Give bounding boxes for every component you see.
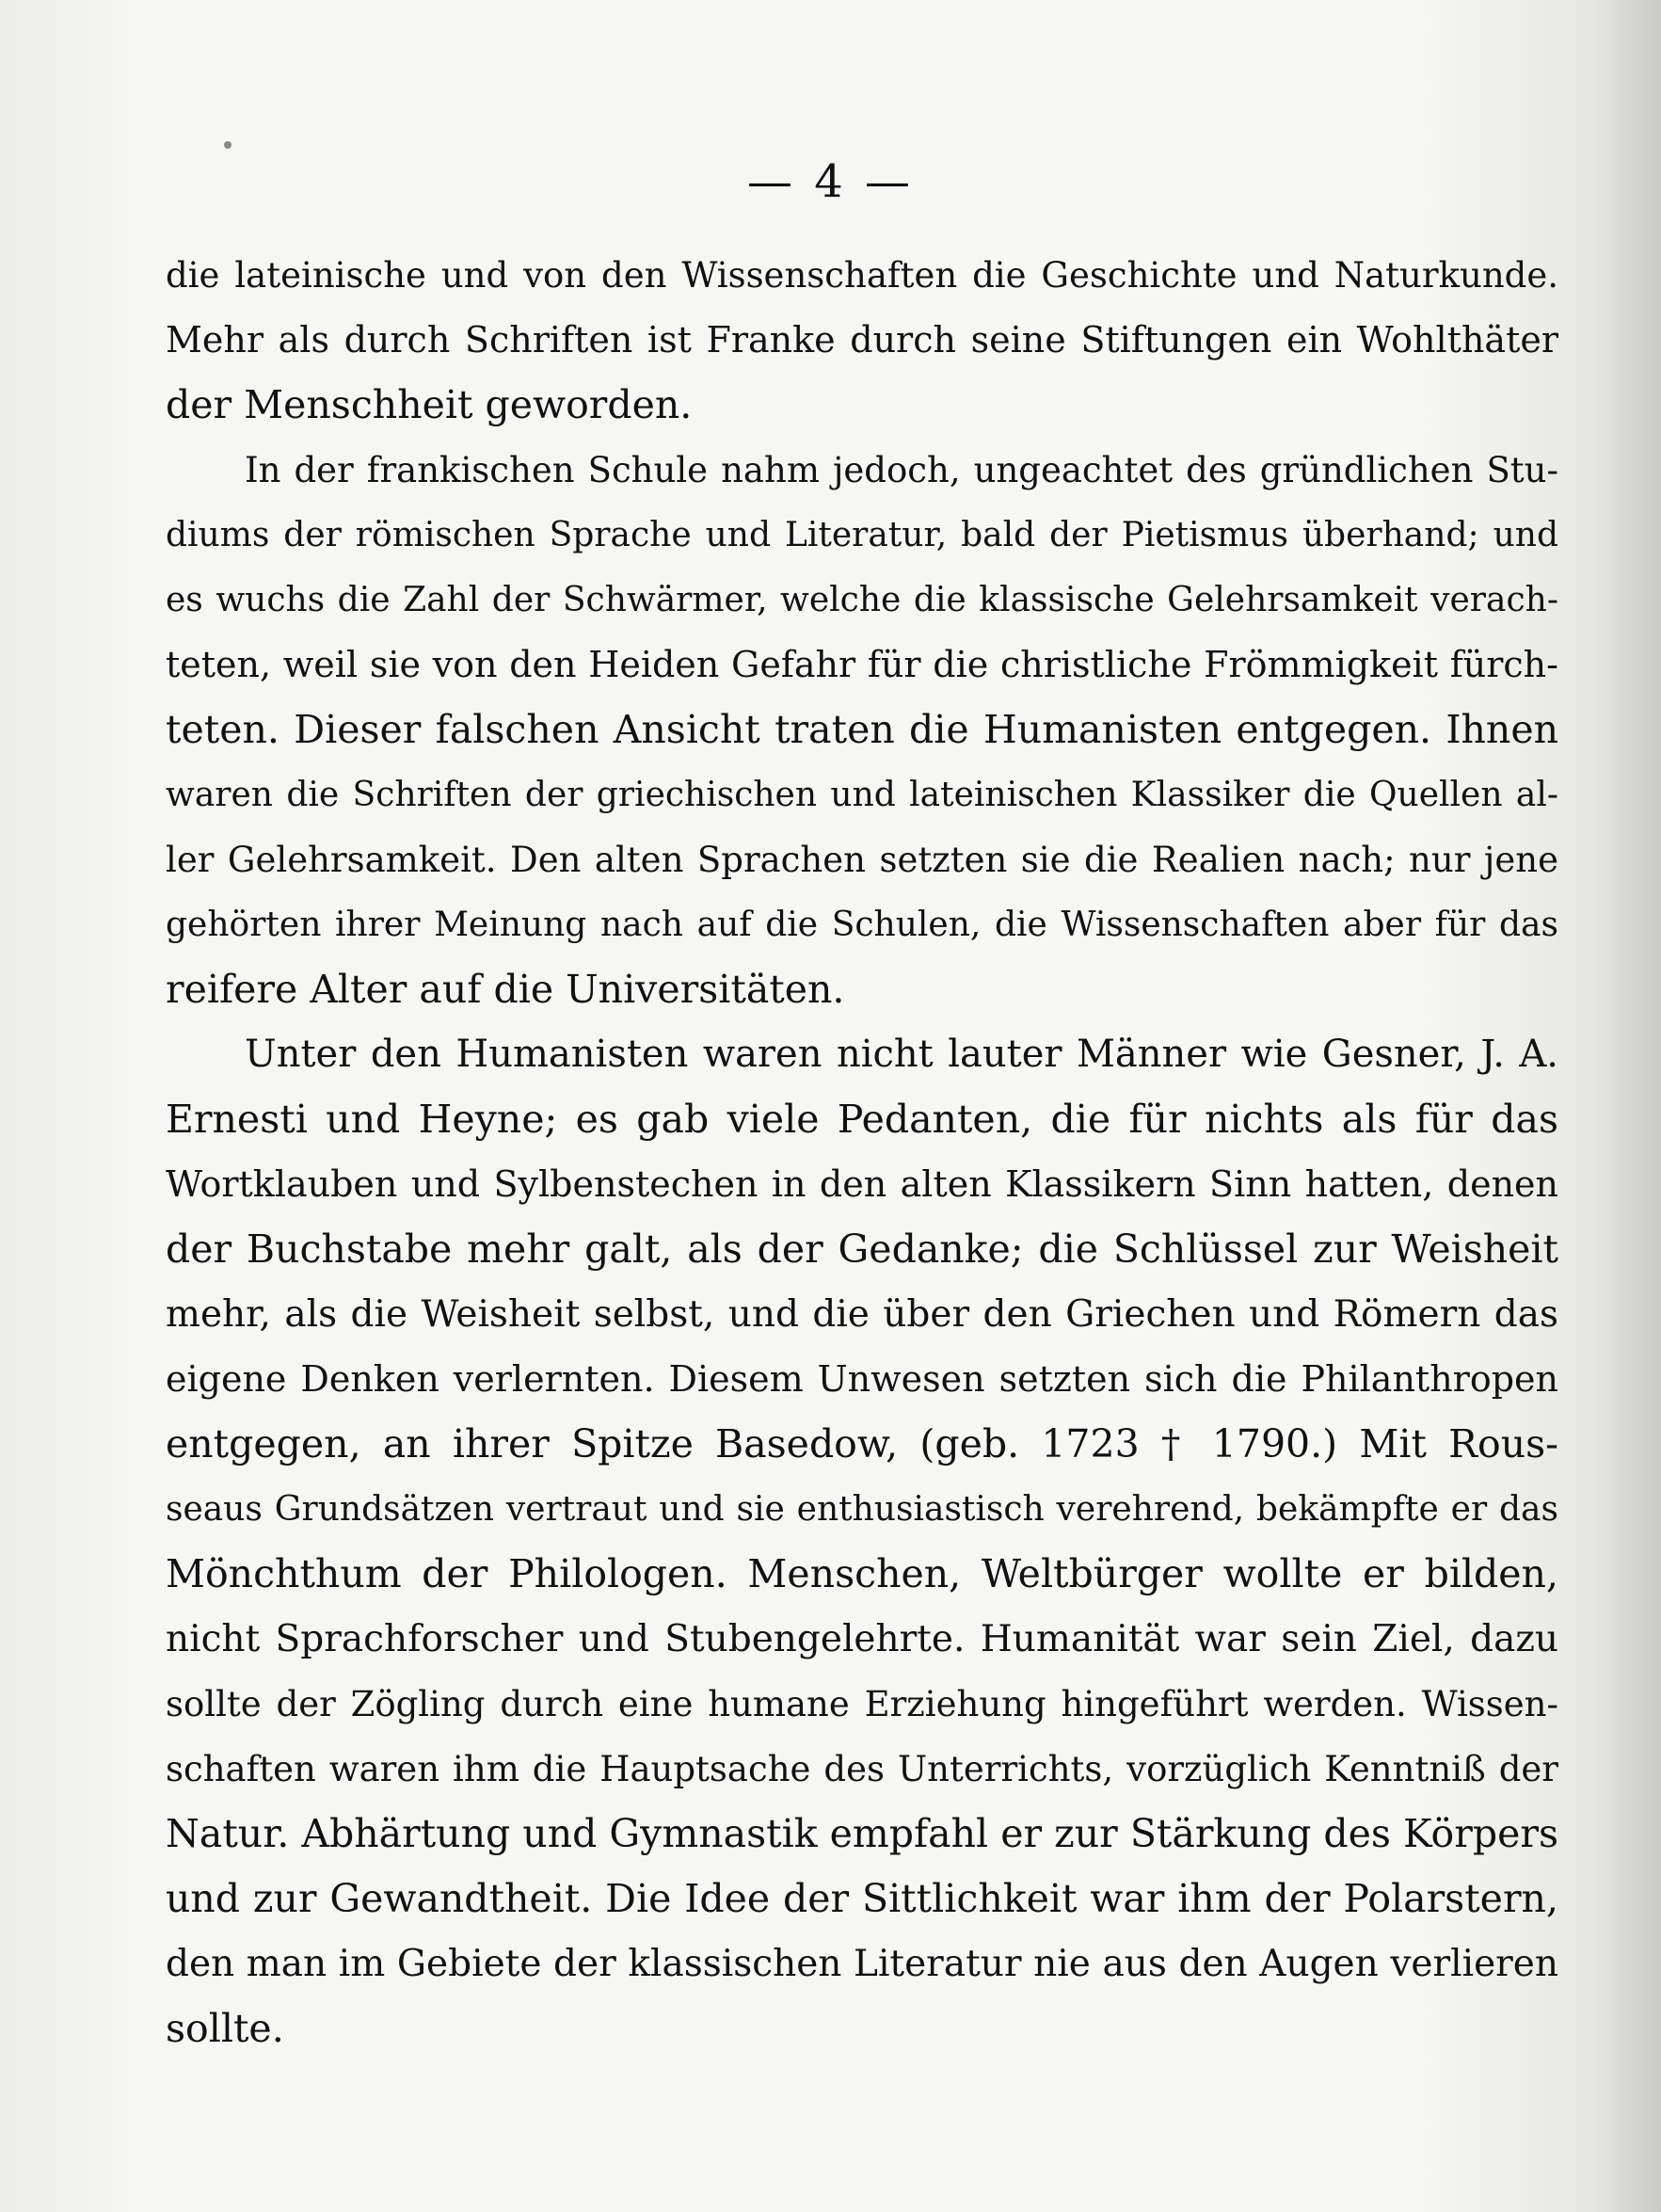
text-line: waren die Schriften der griechischen und lateinischen Klassiker die Quellen al- xyxy=(166,776,1558,814)
text-line: schaften waren ihm die Hauptsache des Unterrichts, vorzüglich Kenntniß der xyxy=(166,1749,1558,1789)
text-line: Unter den Humanisten waren nicht lauter Männer wie Gesner, J. A. xyxy=(245,1033,1558,1076)
text-line: die lateinische und von den Wissenschaften die Geschichte und Naturkunde. xyxy=(166,255,1558,296)
text-line: teten, weil sie von den Heiden Gefahr für die christliche Frömmigkeit fürch- xyxy=(166,644,1558,685)
text-line: reifere Alter auf die Universitäten. xyxy=(166,967,845,1012)
text-line: In der frankischen Schule nahm jedoch, ungeachtet des gründlichen Stu- xyxy=(245,450,1558,490)
text-line: und zur Gewandtheit. Die Idee der Sittlichkeit war ihm der Polarstern, xyxy=(166,1876,1558,1921)
text-line: gehörten ihrer Meinung nach auf die Schulen, die Wissenschaften aber für das xyxy=(166,906,1558,944)
paper-speck xyxy=(224,141,232,149)
text-line: diums der römischen Sprache und Literatur, bald der Pietismus überhand; und xyxy=(166,516,1558,554)
text-line: Ernesti und Heyne; es gab viele Pedanten, die für nichts als für das xyxy=(166,1097,1558,1142)
page-edge-shadow xyxy=(1595,0,1661,2212)
text-line: teten. Dieser falschen Ansicht traten die Humanisten entgegen. Ihnen xyxy=(166,707,1558,752)
text-line: der Menschheit geworden. xyxy=(166,382,693,427)
text-line: eigene Denken verlernten. Diesem Unwesen setzten sich die Philanthropen xyxy=(166,1358,1558,1400)
text-line: sollte der Zögling durch eine humane Erziehung hingeführt werden. Wissen- xyxy=(166,1684,1558,1724)
text-line: der Buchstabe mehr galt, als der Gedanke; die Schlüssel zur Weisheit xyxy=(166,1226,1558,1272)
text-line: Natur. Abhärtung und Gymnastik empfahl er zur Stärkung des Körpers xyxy=(166,1811,1558,1856)
text-line: ler Gelehrsamkeit. Den alten Sprachen setzten sie die Realien nach; nur jene xyxy=(166,840,1558,880)
text-line: Mönchthum der Philologen. Menschen, Weltbürger wollte er bilden, xyxy=(166,1551,1558,1596)
text-line: seaus Grundsätzen vertraut und sie enthusiastisch verehrend, bekämpfte er das xyxy=(166,1490,1558,1529)
page-number: — 4 — xyxy=(746,155,915,208)
text-line: Mehr als durch Schriften ist Franke durch seine Stiftungen ein Wohlthäter xyxy=(166,319,1558,361)
text-line: den man im Gebiete der klassischen Literatur nie aus den Augen verlieren xyxy=(166,1943,1558,1985)
text-line: Wortklauben und Sylbenstechen in den alten Klassikern Sinn hatten, denen xyxy=(166,1163,1558,1205)
text-line: nicht Sprachforscher und Stubengelehrte. Humanität war sein Ziel, dazu xyxy=(166,1618,1558,1660)
text-line: es wuchs die Zahl der Schwärmer, welche die klassische Gelehrsamkeit verach- xyxy=(166,581,1558,619)
text-line: mehr, als die Weisheit selbst, und die über den Griechen und Römern das xyxy=(166,1293,1558,1336)
text-line: sollte. xyxy=(166,2006,284,2051)
body-text xyxy=(166,243,1558,2061)
text-line: entgegen, an ihrer Spitze Basedow, (geb. 1723 † 1790.) Mit Rous- xyxy=(166,1421,1558,1467)
